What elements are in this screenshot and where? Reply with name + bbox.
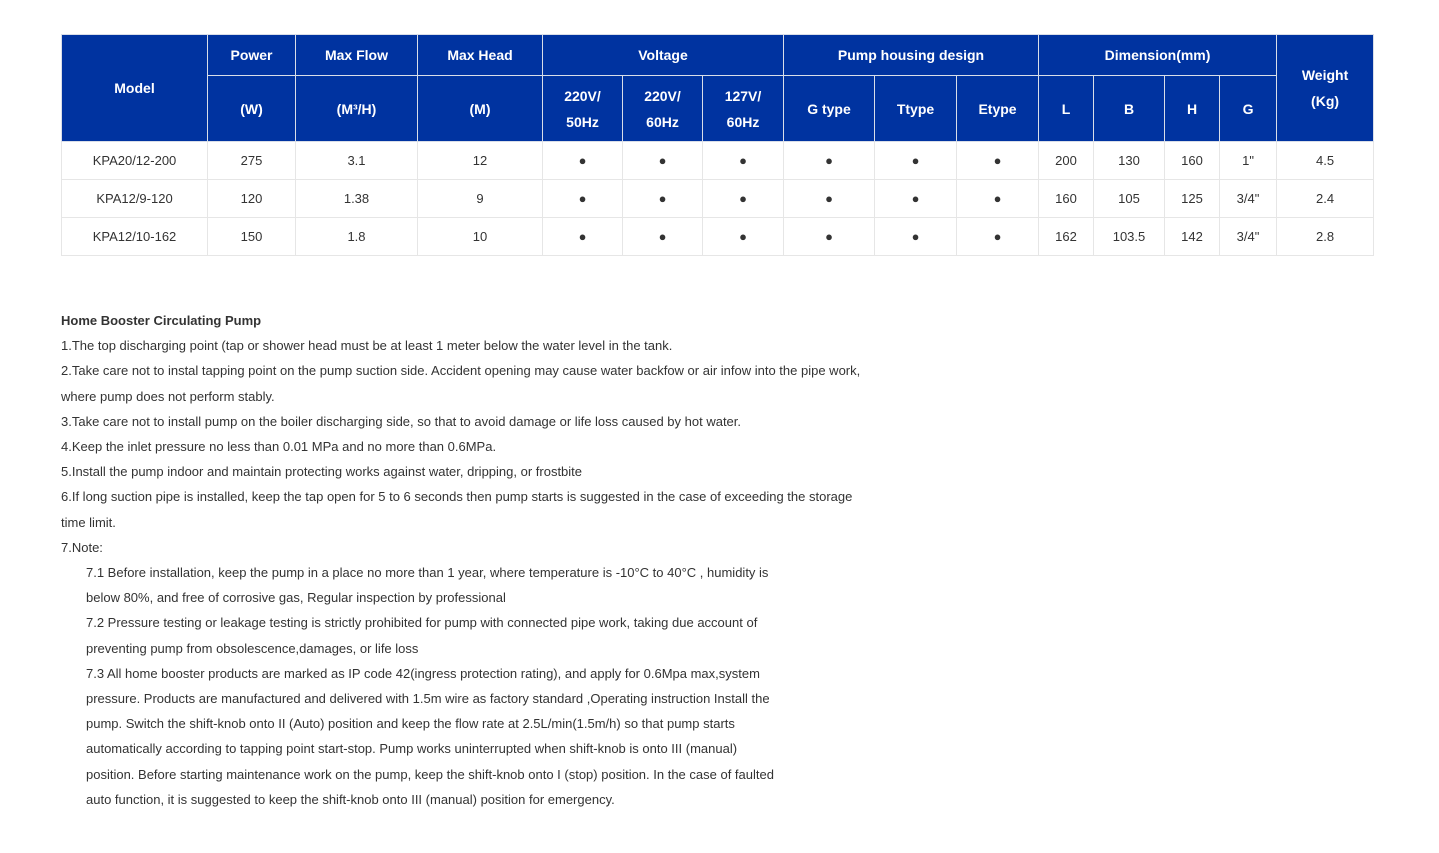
cell-power: 275 (208, 142, 296, 180)
notes-title: Home Booster Circulating Pump (61, 313, 262, 328)
cell-housing-e: ● (957, 218, 1039, 256)
cell-housing-e: ● (957, 142, 1039, 180)
cell-flow: 1.38 (296, 180, 418, 218)
cell-weight: 2.4 (1277, 180, 1374, 218)
note-sub-line: below 80%, and free of corrosive gas, Regular inspection by professional (86, 590, 506, 606)
cell-voltage-1: ● (543, 142, 623, 180)
note-sub-line: position. Before starting maintenance work on the pump, keep the shift-knob onto I (stop) position. In the case of faulted (86, 766, 774, 782)
table-row (62, 180, 1374, 218)
note-line: 3.Take care not to install pump on the boiler discharging side, so that to avoid damage or life loss caused by hot water. (61, 413, 742, 429)
table-header-row (62, 35, 1374, 76)
cell-housing-e: ● (957, 180, 1039, 218)
note-sub-line: pump. Switch the shift-knob onto II (Auto) position and keep the flow rate at 2.5L/min(1.5m/h) so that pump starts (86, 716, 735, 732)
cell-model: KPA12/10-162 (62, 218, 208, 256)
note-sub-line: preventing pump from obsolescence,damages, or life loss (86, 640, 419, 656)
cell-dim-h: 142 (1165, 218, 1220, 256)
dimension-b: B (1094, 76, 1165, 142)
cell-dim-g: 3/4" (1220, 180, 1277, 218)
header-voltage: Voltage (543, 35, 784, 76)
voltage-220v-50hz: 220V/ 50Hz (543, 76, 623, 142)
cell-dim-b: 103.5 (1094, 218, 1165, 256)
cell-dim-h: 125 (1165, 180, 1220, 218)
cell-power: 150 (208, 218, 296, 256)
voltage-127v-60hz: 127V/ 60Hz (703, 76, 784, 142)
note-sub-line: 7.2 Pressure testing or leakage testing is strictly prohibited for pump with connected pipe work, taking due account of (86, 615, 758, 631)
cell-head: 10 (418, 218, 543, 256)
header-pump-housing: Pump housing design (784, 35, 1039, 76)
note-sub-line: pressure. Products are manufactured and delivered with 1.5m wire as factory standard ,Operating instruction Install the (86, 691, 770, 707)
cell-flow: 3.1 (296, 142, 418, 180)
cell-head: 12 (418, 142, 543, 180)
cell-dim-l: 162 (1039, 218, 1094, 256)
note-line: where pump does not perform stably. (61, 388, 275, 404)
cell-voltage-2: ● (623, 218, 703, 256)
cell-voltage-2: ● (623, 180, 703, 218)
cell-voltage-3: ● (703, 180, 784, 218)
note-sub-line: automatically according to tapping point start-stop. Pump works uninterrupted when shift-knob is onto III (manual) (86, 741, 738, 757)
unit-power: (W) (208, 76, 296, 142)
header-max-head: Max Head (418, 35, 543, 76)
dimension-g: G (1220, 76, 1277, 142)
cell-housing-t: ● (875, 142, 957, 180)
cell-power: 120 (208, 180, 296, 218)
cell-voltage-3: ● (703, 218, 784, 256)
table-subheader-row (62, 76, 1374, 142)
housing-g-type: G type (784, 76, 875, 142)
dimension-h: H (1165, 76, 1220, 142)
unit-max-flow: (M³/H) (296, 76, 418, 142)
note-line: time limit. (61, 514, 116, 530)
note-line: 1.The top discharging point (tap or shower head must be at least 1 meter below the water level in the tank. (61, 338, 673, 354)
cell-voltage-2: ● (623, 142, 703, 180)
cell-weight: 2.8 (1277, 218, 1374, 256)
cell-voltage-1: ● (543, 180, 623, 218)
cell-housing-t: ● (875, 218, 957, 256)
cell-model: KPA20/12-200 (62, 142, 208, 180)
housing-e-type: Etype (957, 76, 1039, 142)
header-max-flow: Max Flow (296, 35, 418, 76)
cell-dim-l: 160 (1039, 180, 1094, 218)
cell-housing-g: ● (784, 218, 875, 256)
cell-housing-t: ● (875, 180, 957, 218)
cell-dim-g: 1" (1220, 142, 1277, 180)
unit-max-head: (M) (418, 76, 543, 142)
cell-weight: 4.5 (1277, 142, 1374, 180)
cell-dim-h: 160 (1165, 142, 1220, 180)
cell-dim-b: 130 (1094, 142, 1165, 180)
dimension-l: L (1039, 76, 1094, 142)
cell-dim-b: 105 (1094, 180, 1165, 218)
header-model: Model (62, 35, 208, 142)
notes-section (61, 308, 861, 812)
note-line: 4.Keep the inlet pressure no less than 0.01 MPa and no more than 0.6MPa. (61, 439, 497, 455)
header-dimension: Dimension(mm) (1039, 35, 1277, 76)
cell-dim-g: 3/4" (1220, 218, 1277, 256)
note-line: 6.If long suction pipe is installed, keep the tap open for 5 to 6 seconds then pump starts is suggested in the case of exceeding the storage (61, 489, 853, 505)
note-sub-line: auto function, it is suggested to keep the shift-knob onto III (manual) position for emergency. (86, 791, 615, 807)
table-row (62, 218, 1374, 256)
cell-housing-g: ● (784, 142, 875, 180)
cell-head: 9 (418, 180, 543, 218)
housing-t-type: Ttype (875, 76, 957, 142)
note-line: 7.Note: (61, 539, 103, 555)
cell-flow: 1.8 (296, 218, 418, 256)
pump-spec-table (61, 34, 1374, 256)
note-line: 2.Take care not to instal tapping point on the pump suction side. Accident opening may cause water backfow or air infow into the pipe work, (61, 363, 861, 379)
table-row (62, 142, 1374, 180)
cell-housing-g: ● (784, 180, 875, 218)
header-weight (1277, 35, 1374, 142)
cell-model: KPA12/9-120 (62, 180, 208, 218)
note-sub-line: 7.1 Before installation, keep the pump in a place no more than 1 year, where temperature is -10°C to 40°C , humidity is (86, 565, 769, 581)
cell-voltage-3: ● (703, 142, 784, 180)
cell-voltage-1: ● (543, 218, 623, 256)
note-sub-line: 7.3 All home booster products are marked as IP code 42(ingress protection rating), and apply for 0.6Mpa max,system (86, 665, 760, 681)
header-weight-unit: (Kg) (1311, 93, 1340, 109)
voltage-220v-60hz: 220V/ 60Hz (623, 76, 703, 142)
cell-dim-l: 200 (1039, 142, 1094, 180)
header-weight-label: Weight (1301, 67, 1349, 83)
note-line: 5.Install the pump indoor and maintain protecting works against water, dripping, or frostbite (61, 464, 583, 480)
header-power: Power (208, 35, 296, 76)
